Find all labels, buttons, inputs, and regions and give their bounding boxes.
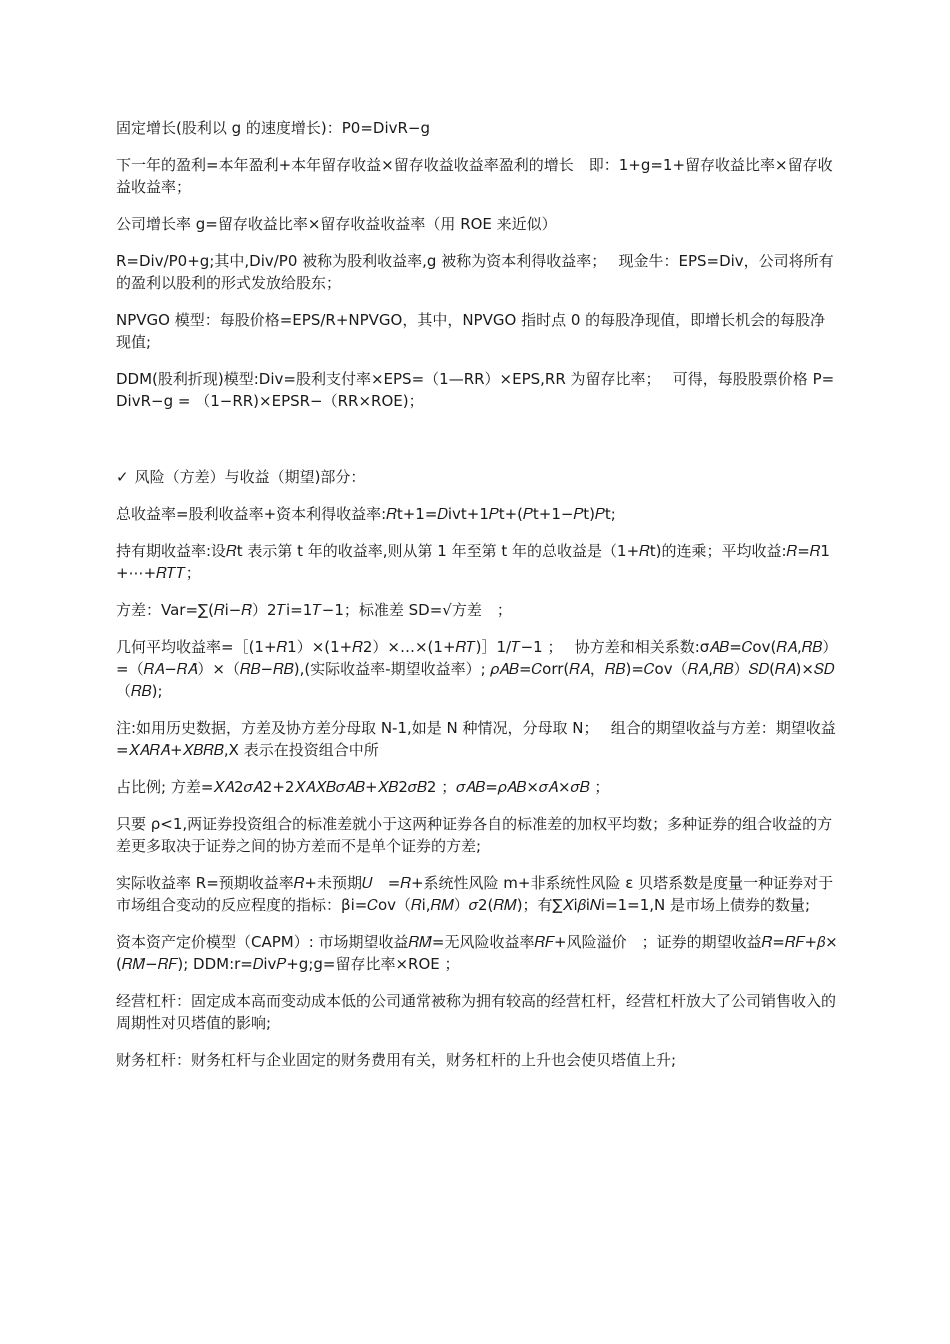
paragraph-growth-rate: 公司增长率 g=留存收益比率×留存收益收益率（用 ROE 来近似） (116, 215, 557, 233)
paragraph-required-return: R=Div/P0+g;其中,Div/P0 被称为股利收益率,g 被称为资本利得收益率； 现金牛：EPS=Div，公司将所有的盈利以股利的形式发放给股东； (116, 252, 834, 292)
paragraph-total-return: 总收益率=股利收益率+资本利得收益率:𝑅t+1=𝐷ivt+1𝑃t+(𝑃t+1−𝑃t)𝑃t; (116, 505, 616, 523)
section-spacer (116, 427, 838, 466)
paragraph-npvgo-model: NPVGO 模型：每股价格=EPS/R+NPVGO，其中，NPVGO 指时点 0 的每股净现值，即增长机会的每股净现值; (116, 311, 826, 351)
checkmark-icon: ✓ (116, 468, 129, 486)
paragraph-capm: 资本资产定价模型（CAPM）: 市场期望收益𝑅𝑀̄=无风险收益率𝑅𝐹+风险溢价 ；证券的期望收益𝑅̄=𝑅𝐹+𝛽×(𝑅𝑀̄−𝑅𝐹); DDM:r=𝐷iv𝑃+g;g=留存比率×ROE ； (116, 933, 838, 973)
paragraph-financial-leverage: 财务杠杆：财务杠杆与企业固定的财务费用有关，财务杠杆的上升也会使贝塔值上升; (116, 1051, 677, 1069)
section-title: 风险（方差）与收益（期望)部分： (134, 468, 366, 486)
paragraph-earnings-growth: 下一年的盈利=本年盈利+本年留存收益×留存收益收益率盈利的增长 即：1+g=1+留存收益比率×留存收益收益率； (116, 156, 833, 196)
paragraph-ddm-model: DDM(股利折现)模型:Div=股利支付率×EPS=（1—RR）×EPS,RR 为留存比率； 可得，每股股票价格 P= DivR−g = （1−RR)×EPSR−（RR×ROE)； (116, 370, 835, 410)
document-body (116, 117, 838, 1086)
paragraph-diversification: 只要 ρ<1,两证券投资组合的标准差就小于这两种证券各自的标准差的加权平均数；多种证券的组合收益的方差更多取决于证券之间的协方差而不是单个证券的方差; (116, 815, 833, 855)
paragraph-portfolio-variance: 占比例; 方差=𝑋𝐴2𝜎𝐴2+2𝑋𝐴𝑋𝐵𝜎𝐴𝐵+𝑋𝐵2𝜎𝐵2 ；𝜎𝐴𝐵=𝜌𝐴𝐵×𝜎𝐴×𝜎𝐵 ； (116, 778, 610, 796)
paragraph-operating-leverage: 经营杠杆：固定成本高而变动成本低的公司通常被称为拥有较高的经营杠杆，经营杠杆放大了公司销售收入的周期性对贝塔值的影响; (116, 992, 837, 1032)
paragraph-variance: 方差：Var=∑(𝑅i−𝑅̄）2𝑇i=1𝑇−1；标准差 SD=√方差 ； (116, 601, 512, 619)
paragraph-portfolio-expected-return: 注:如用历史数据，方差及协方差分母取 N-1,如是 N 种情况，分母取 N； 组合的期望收益与方差：期望收益=𝑋𝐴𝑅𝐴̄+𝑋𝐵𝑅𝐵̄,X 表示在投资组合中所 (116, 719, 836, 759)
paragraph-beta: 实际收益率 R=预期收益率𝑅+未预期𝑈 =𝑅+系统性风险 m+非系统性风险 ε 贝塔系数是度量一种证券对于市场组合变动的反应程度的指标：βi=𝐶ov（𝑅i,𝑅𝑀）𝜎2(𝑅𝑀)；有∑𝑋i𝛽i𝑁i=1=1,N 是市场上债券的数量; (116, 874, 834, 914)
paragraph-geometric-mean-covariance: 几何平均收益率=［(1+𝑅1）×(1+𝑅2）×…×(1+𝑅𝑇)］1/𝑇−1 ； 协方差和相关系数:σ𝐴𝐵=𝐶ov(𝑅𝐴,𝑅𝐵）=（𝑅𝐴−𝑅𝐴̄）×（𝑅𝐵−𝑅𝐵̄),(实际收益率-期望收益率）; 𝜌𝐴𝐵=𝐶orr(𝑅𝐴，𝑅𝐵)=𝐶ov（𝑅𝐴,𝑅𝐵）𝑆𝐷(𝑅𝐴)×𝑆𝐷（𝑅𝐵); (116, 638, 838, 700)
paragraph-holding-period-return: 持有期收益率:设𝑅t 表示第 t 年的收益率,则从第 1 年至第 t 年的总收益是（1+𝑅t)的连乘；平均收益:𝑅=𝑅1+⋯+𝑅𝑇𝑇； (116, 542, 830, 582)
section-heading (116, 466, 838, 488)
paragraph-constant-growth: 固定增长(股利以 g 的速度增长)：P0=DivR−g (116, 119, 431, 137)
